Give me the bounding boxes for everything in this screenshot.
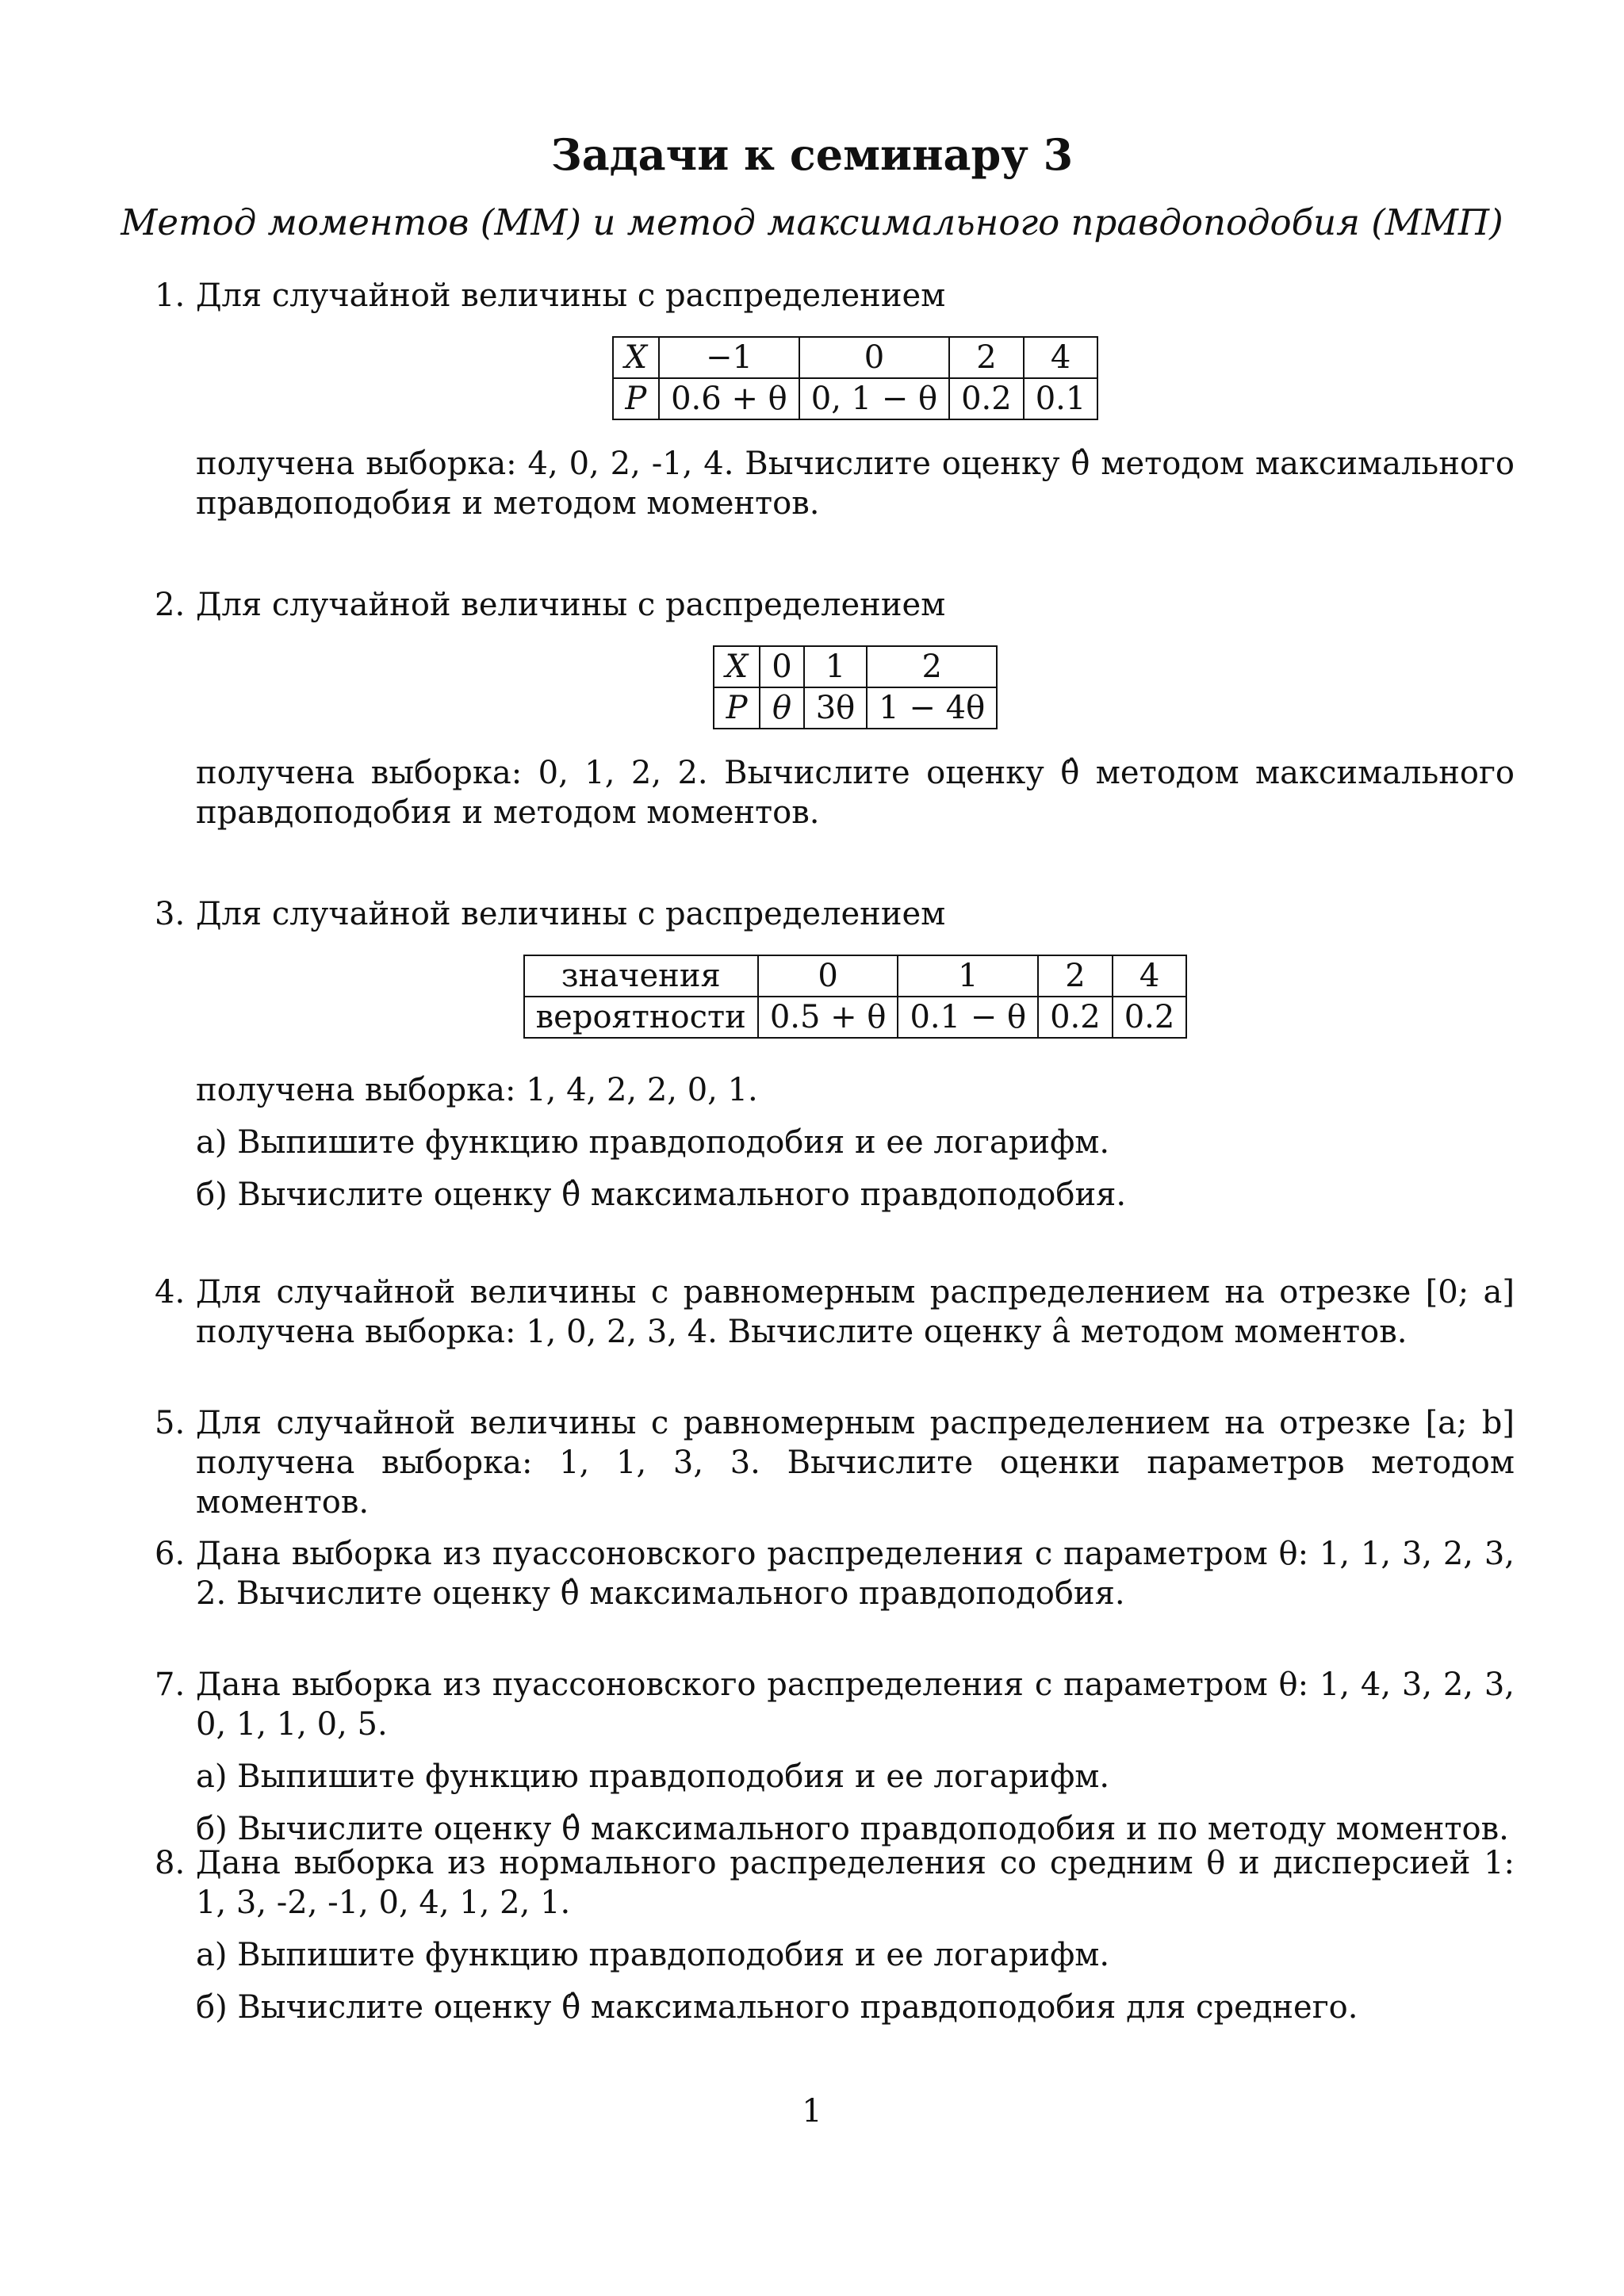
table-row-values [613,337,1098,378]
page-number: 1 [802,2093,822,2130]
distribution-table-wrap [196,645,1515,729]
problem-number: 5. [155,1405,186,1441]
table-cell: 1 [804,646,868,687]
problem-body [196,1534,1515,1613]
problem-number: 6. [155,1536,186,1572]
problem-body [196,1665,1515,1849]
table-cell: 0.2 [1113,997,1187,1038]
subtask-b: б) Вычислите оценку θ̂ максимального правдоподобия. [196,1177,1127,1213]
table-cell: 2 [949,337,1024,378]
subtask-a: а) Выпишите функцию правдоподобия и ее логарифм. [196,1124,1110,1161]
distribution-table [713,645,998,729]
table-cell: 4 [1113,955,1187,997]
problem-text: Для случайной величины с равномерным распределением на отрезке [0; a] получена выборка: 1, 0, 2, 3, 4. Вычислите оценку â методом моментов. [196,1274,1515,1350]
subtask-b: б) Вычислите оценку θ̂ максимального правдоподобия и по методу моментов. [196,1811,1509,1847]
problem-body [196,1843,1515,2027]
problem-number: 4. [155,1274,186,1311]
subtask-a: а) Выпишите функцию правдоподобия и ее логарифм. [196,1758,1110,1795]
table-cell: 0.2 [1038,997,1113,1038]
problem-intro: Для случайной величины с распределением [196,277,946,314]
table-cell: 3θ [804,687,868,729]
distribution-table-wrap [196,336,1515,420]
problem-number: 3. [155,896,186,932]
problem-text: получена выборка: 1, 4, 2, 2, 0, 1. [196,1072,758,1108]
table-cell: 1 − 4θ [867,687,997,729]
table-cell: 0.5 + θ [758,997,898,1038]
distribution-table-wrap [196,955,1515,1039]
problem-intro: Для случайной величины с распределением [196,896,946,932]
problem-number: 8. [155,1845,186,1881]
distribution-table [612,336,1099,420]
problem-body [196,1272,1515,1352]
problem-number: 7. [155,1667,186,1703]
table-cell: 2 [867,646,997,687]
table-cell: 0, 1 − θ [799,378,949,419]
table-row-probabilities [714,687,997,729]
problem-body [196,894,1515,1213]
problem-intro: Для случайной величины с распределением [196,587,946,623]
table-cell: 0.6 + θ [659,378,799,419]
problem-text: получена выборка: 0, 1, 2, 2. Вычислите оценку θ̂ методом максимального правдоподобия и методом моментов. [196,755,1515,831]
problem-text: Дана выборка из нормального распределения со средним θ и дисперсией 1: 1, 3, -2, -1, 0, 4, 1, 2, 1. [196,1845,1515,1921]
table-row-probabilities [613,378,1098,419]
problem-text-block [196,1070,1515,1215]
problem-text: получена выборка: 4, 0, 2, -1, 4. Вычислите оценку θ̂ методом максимального правдоподобия и методом моментов. [196,446,1515,522]
table-cell: X [714,646,760,687]
table-cell: 0 [760,646,803,687]
table-row-probabilities [524,997,1187,1038]
page-title: Задачи к семинару 3 [550,129,1074,180]
page-subtitle: Метод моментов (ММ) и метод максимального правдоподобия (ММП) [121,201,1503,243]
distribution-table [523,955,1188,1039]
problem-number: 2. [155,587,186,623]
table-row-values [714,646,997,687]
table-cell: 0 [799,337,949,378]
table-cell: 0 [758,955,898,997]
table-row-values [524,955,1187,997]
table-cell: вероятности [524,997,758,1038]
table-cell: P [613,378,659,419]
problem-body [196,1403,1515,1522]
table-cell: значения [524,955,758,997]
problem-text: Для случайной величины с равномерным распределением на отрезке [a; b] получена выборка: 1, 1, 3, 3. Вычислите оценки параметров методом моментов. [196,1405,1515,1521]
table-cell: X [613,337,659,378]
problem-body [196,276,1515,522]
table-cell: 0.1 [1024,378,1098,419]
table-cell: P [714,687,760,729]
table-cell: 2 [1038,955,1113,997]
table-cell: 1 [898,955,1038,997]
problem-text: Дана выборка из пуассоновского распределения с параметром θ: 1, 1, 3, 2, 3, 2. Вычислите оценку θ̂ максимального правдоподобия. [196,1536,1515,1612]
subtask-a: а) Выпишите функцию правдоподобия и ее логарифм. [196,1937,1110,1973]
table-cell: 4 [1024,337,1098,378]
table-cell: 0.2 [949,378,1024,419]
subtask-b: б) Вычислите оценку θ̂ максимального правдоподобия для среднего. [196,1989,1358,2026]
table-cell: θ [760,687,803,729]
table-cell: −1 [659,337,799,378]
problem-text: Дана выборка из пуассоновского распределения с параметром θ: 1, 4, 3, 2, 3, 0, 1, 1, 0, 5. [196,1667,1515,1743]
table-cell: 0.1 − θ [898,997,1038,1038]
problem-body [196,585,1515,831]
problem-number: 1. [155,277,186,314]
